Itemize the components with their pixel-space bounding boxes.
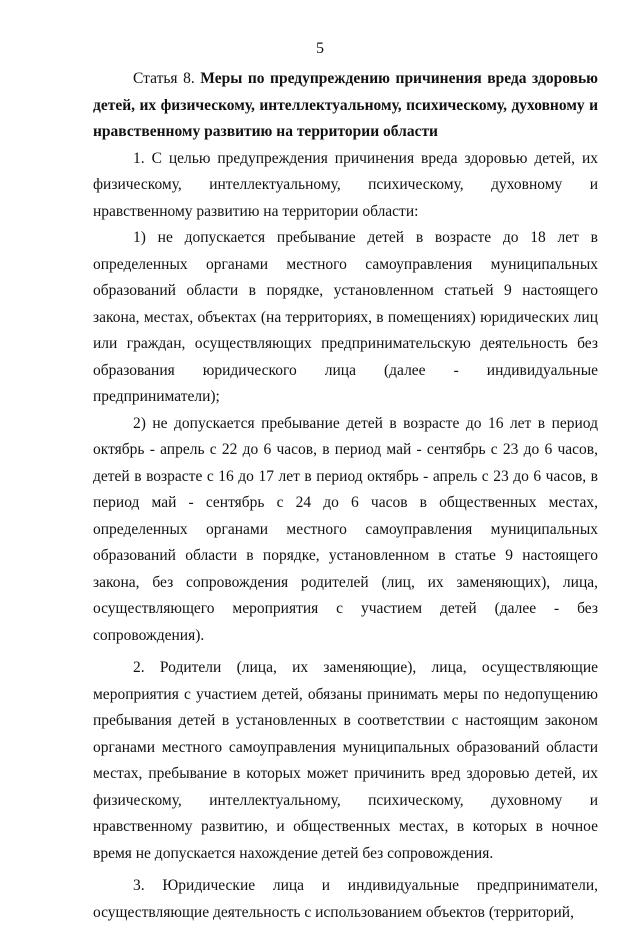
paragraph-1: 1. С целью предупреждения причинения вреда здоровью детей, их физическому, интеллектуальному, психическому, духовному и нравственному развитию на территории области: bbox=[93, 149, 598, 220]
article-title: Меры по предупреждению причинения вреда здоровью детей, их физическому, интеллектуальному, психическому, духовному и нравственному развитию на территории области bbox=[93, 70, 598, 140]
paragraph-1-item-1: 1) не допускается пребывание детей в возрасте до 18 лет в определенных органами местного самоуправления муниципальных образований области в порядке, установленном статьей 9 настоящего закона, местах, объектах (на территориях, в помещениях) юридических лиц или граждан, осуществляющих предпринимательскую деятельность без образования юридического лица (далее - индивидуальные предприниматели); bbox=[93, 229, 598, 405]
document-body bbox=[93, 66, 598, 926]
page-number: 5 bbox=[316, 40, 324, 57]
paragraph-2: 2. Родители (лица, их заменяющие), лица, осуществляющие мероприятия с участием детей, обязаны принимать меры по недопущению пребывания детей в установленных в соответствии с настоящим законом органами местного самоуправления муниципальных образований области местах, пребывание в которых может причинить вред здоровью детей, их физическому, интеллектуальному, психическому, духовному и нравственному развитию, и общественных местах, в которых в ночное время не допускается нахождение детей без сопровождения. bbox=[93, 659, 598, 862]
paragraph-1-item-2: 2) не допускается пребывание детей в возрасте до 16 лет в период октябрь - апрель с 22 до 6 часов, в период май - сентябрь с 23 до 6 часов, детей в возрасте с 16 до 17 лет в период октябрь - апрель с 23 до 6 часов, в период май - сентябрь с 24 до 6 часов в общественных местах, определенных органами местного самоуправления муниципальных образований области в порядке, установленном в статье 9 настоящего закона, без сопровождения родителей (лиц, их заменяющих), лица, осуществляющего мероприятия с участием детей (далее - без сопровождения). bbox=[93, 414, 598, 644]
article-heading bbox=[93, 66, 598, 146]
paragraph-3: 3. Юридические лица и индивидуальные предприниматели, осуществляющие деятельность с использованием объектов (территорий, bbox=[93, 877, 598, 921]
article-label: Статья 8. bbox=[133, 70, 195, 87]
